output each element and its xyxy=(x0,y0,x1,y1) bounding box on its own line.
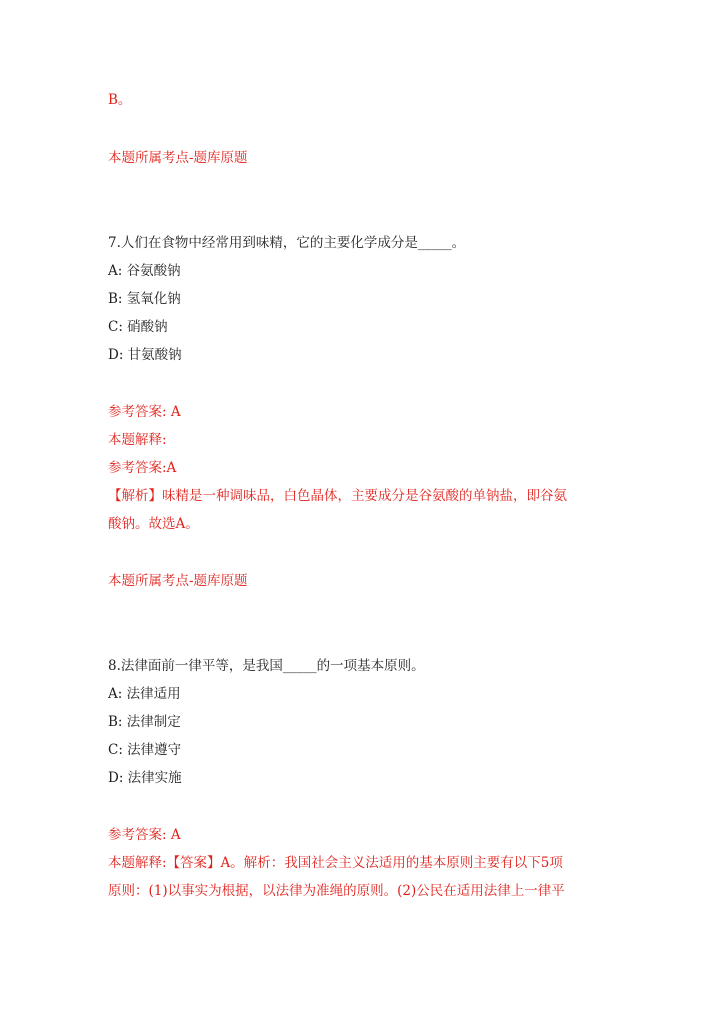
q8-option-a: A: 法律适用 xyxy=(108,686,181,702)
q8-reference-answer: 参考答案: A xyxy=(108,827,181,843)
q6-source-note: 本题所属考点-题库原题 xyxy=(108,150,248,166)
q8-explanation-line-2: 原则：(1)以事实为根据，以法律为准绳的原则。(2)公民在适用法律上一律平 xyxy=(108,883,565,899)
q8-option-b: B: 法律制定 xyxy=(108,714,181,730)
q7-question-text: 7.人们在食物中经常用到味精，它的主要化学成分是_____。 xyxy=(108,235,466,251)
previous-answer: B。 xyxy=(108,92,132,108)
q8-option-c: C: 法律遵守 xyxy=(108,742,182,758)
q8-explanation-line-1: 本题解释:【答案】A。解析：我国社会主义法适用的基本原则主要有以下5项 xyxy=(108,855,563,871)
q7-reference-answer: 参考答案: A xyxy=(108,404,181,420)
q7-reference-answer-repeat: 参考答案:A xyxy=(108,460,177,476)
q7-option-d: D: 甘氨酸钠 xyxy=(108,347,182,363)
q7-source-note: 本题所属考点-题库原题 xyxy=(108,573,248,589)
q7-option-a: A: 谷氨酸钠 xyxy=(108,263,181,279)
q7-option-b: B: 氢氧化钠 xyxy=(108,291,181,307)
q7-analysis-line-1: 【解析】味精是一种调味品，白色晶体，主要成分是谷氨酸的单钠盐，即谷氨 xyxy=(108,488,567,504)
q7-analysis-line-2: 酸钠。故选A。 xyxy=(108,516,199,532)
q8-question-text: 8.法律面前一律平等，是我国_____的一项基本原则。 xyxy=(108,658,425,674)
q7-option-c: C: 硝酸钠 xyxy=(108,319,168,335)
q8-option-d: D: 法律实施 xyxy=(108,770,182,786)
q7-explanation-label: 本题解释: xyxy=(108,432,167,448)
